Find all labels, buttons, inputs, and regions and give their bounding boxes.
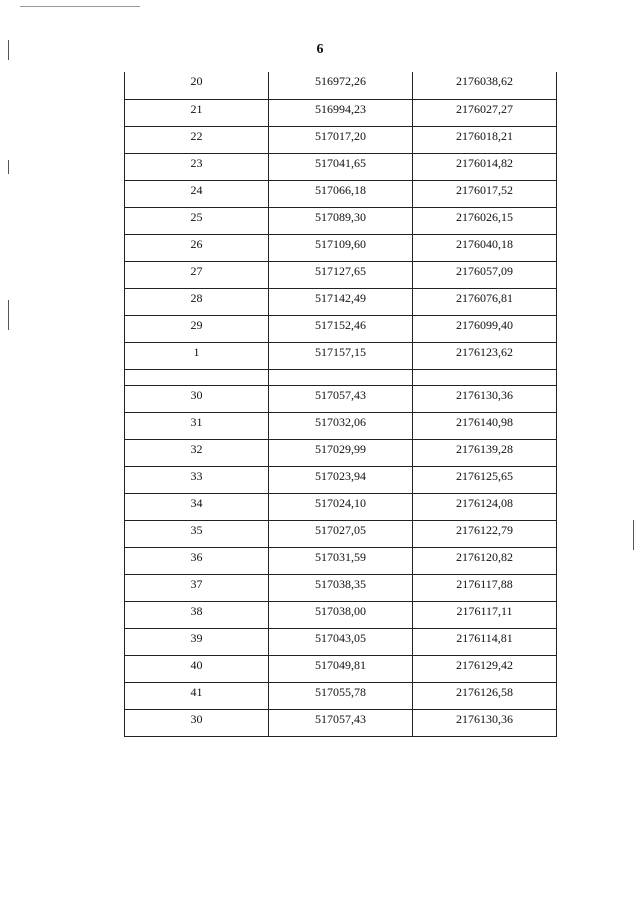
- table-row: [125, 207, 557, 234]
- y-coordinate-cell: 2176018,21: [413, 126, 557, 153]
- y-coordinate-cell: 2176124,08: [413, 493, 557, 520]
- table-row: [125, 342, 557, 369]
- point-number-cell: 1: [125, 342, 269, 369]
- point-number-cell: [125, 369, 269, 385]
- y-coordinate-cell: 2176017,52: [413, 180, 557, 207]
- y-coordinate-cell: 2176123,62: [413, 342, 557, 369]
- point-number-cell: 28: [125, 288, 269, 315]
- y-coordinate-cell: 2176139,28: [413, 439, 557, 466]
- scan-artifact-top-line: [20, 6, 140, 7]
- point-number-cell: 33: [125, 466, 269, 493]
- table-row: [125, 439, 557, 466]
- y-coordinate-cell: 2176057,09: [413, 261, 557, 288]
- table-row: [125, 369, 557, 385]
- x-coordinate-cell: 517109,60: [269, 234, 413, 261]
- coordinates-table: [124, 72, 557, 737]
- x-coordinate-cell: 516994,23: [269, 99, 413, 126]
- point-number-cell: 39: [125, 628, 269, 655]
- point-number-cell: 27: [125, 261, 269, 288]
- point-number-cell: 38: [125, 601, 269, 628]
- point-number-cell: 20: [125, 72, 269, 99]
- y-coordinate-cell: 2176117,88: [413, 574, 557, 601]
- y-coordinate-cell: 2176040,18: [413, 234, 557, 261]
- point-number-cell: 21: [125, 99, 269, 126]
- point-number-cell: 30: [125, 709, 269, 736]
- point-number-cell: 36: [125, 547, 269, 574]
- y-coordinate-cell: 2176125,65: [413, 466, 557, 493]
- y-coordinate-cell: [413, 369, 557, 385]
- table-row: [125, 655, 557, 682]
- y-coordinate-cell: 2176130,36: [413, 709, 557, 736]
- table-row: [125, 466, 557, 493]
- table-row: [125, 288, 557, 315]
- y-coordinate-cell: 2176114,81: [413, 628, 557, 655]
- y-coordinate-cell: 2176014,82: [413, 153, 557, 180]
- point-number-cell: 24: [125, 180, 269, 207]
- x-coordinate-cell: 517023,94: [269, 466, 413, 493]
- y-coordinate-cell: 2176130,36: [413, 385, 557, 412]
- x-coordinate-cell: 517027,05: [269, 520, 413, 547]
- y-coordinate-cell: 2176038,62: [413, 72, 557, 99]
- table-row: [125, 709, 557, 736]
- point-number-cell: 22: [125, 126, 269, 153]
- table-row: [125, 574, 557, 601]
- point-number-cell: 41: [125, 682, 269, 709]
- y-coordinate-cell: 2176126,58: [413, 682, 557, 709]
- page-number: 6: [316, 42, 324, 57]
- point-number-cell: 34: [125, 493, 269, 520]
- x-coordinate-cell: 517041,65: [269, 153, 413, 180]
- y-coordinate-cell: 2176026,15: [413, 207, 557, 234]
- table-row: [125, 315, 557, 342]
- x-coordinate-cell: 517057,43: [269, 709, 413, 736]
- table-row: [125, 601, 557, 628]
- y-coordinate-cell: 2176027,27: [413, 99, 557, 126]
- point-number-cell: 25: [125, 207, 269, 234]
- x-coordinate-cell: 517066,18: [269, 180, 413, 207]
- x-coordinate-cell: 517038,35: [269, 574, 413, 601]
- table-row: [125, 412, 557, 439]
- coordinates-table-body: [125, 72, 557, 736]
- scan-artifact-left-low: [8, 300, 9, 330]
- table-row: [125, 520, 557, 547]
- table-row: [125, 385, 557, 412]
- x-coordinate-cell: 517049,81: [269, 655, 413, 682]
- x-coordinate-cell: 517152,46: [269, 315, 413, 342]
- point-number-cell: 37: [125, 574, 269, 601]
- table-row: [125, 261, 557, 288]
- x-coordinate-cell: 517029,99: [269, 439, 413, 466]
- y-coordinate-cell: 2176120,82: [413, 547, 557, 574]
- x-coordinate-cell: 517127,65: [269, 261, 413, 288]
- point-number-cell: 30: [125, 385, 269, 412]
- point-number-cell: 29: [125, 315, 269, 342]
- y-coordinate-cell: 2176117,11: [413, 601, 557, 628]
- x-coordinate-cell: 517024,10: [269, 493, 413, 520]
- x-coordinate-cell: 516972,26: [269, 72, 413, 99]
- table-row: [125, 682, 557, 709]
- table-row: [125, 628, 557, 655]
- x-coordinate-cell: 517055,78: [269, 682, 413, 709]
- x-coordinate-cell: 517043,05: [269, 628, 413, 655]
- x-coordinate-cell: [269, 369, 413, 385]
- x-coordinate-cell: 517089,30: [269, 207, 413, 234]
- table-row: [125, 72, 557, 99]
- point-number-cell: 40: [125, 655, 269, 682]
- x-coordinate-cell: 517157,15: [269, 342, 413, 369]
- point-number-cell: 26: [125, 234, 269, 261]
- table-row: [125, 126, 557, 153]
- x-coordinate-cell: 517031,59: [269, 547, 413, 574]
- point-number-cell: 23: [125, 153, 269, 180]
- x-coordinate-cell: 517032,06: [269, 412, 413, 439]
- table-row: [125, 99, 557, 126]
- y-coordinate-cell: 2176122,79: [413, 520, 557, 547]
- table-row: [125, 493, 557, 520]
- scan-artifact-right: [633, 520, 634, 550]
- x-coordinate-cell: 517142,49: [269, 288, 413, 315]
- point-number-cell: 35: [125, 520, 269, 547]
- x-coordinate-cell: 517057,43: [269, 385, 413, 412]
- table-row: [125, 180, 557, 207]
- point-number-cell: 32: [125, 439, 269, 466]
- table-row: [125, 153, 557, 180]
- x-coordinate-cell: 517038,00: [269, 601, 413, 628]
- scan-artifact-left-top: [8, 40, 9, 60]
- y-coordinate-cell: 2176140,98: [413, 412, 557, 439]
- scan-artifact-left-mid: [8, 160, 9, 174]
- x-coordinate-cell: 517017,20: [269, 126, 413, 153]
- table-row: [125, 234, 557, 261]
- table-row: [125, 547, 557, 574]
- y-coordinate-cell: 2176129,42: [413, 655, 557, 682]
- y-coordinate-cell: 2176076,81: [413, 288, 557, 315]
- y-coordinate-cell: 2176099,40: [413, 315, 557, 342]
- point-number-cell: 31: [125, 412, 269, 439]
